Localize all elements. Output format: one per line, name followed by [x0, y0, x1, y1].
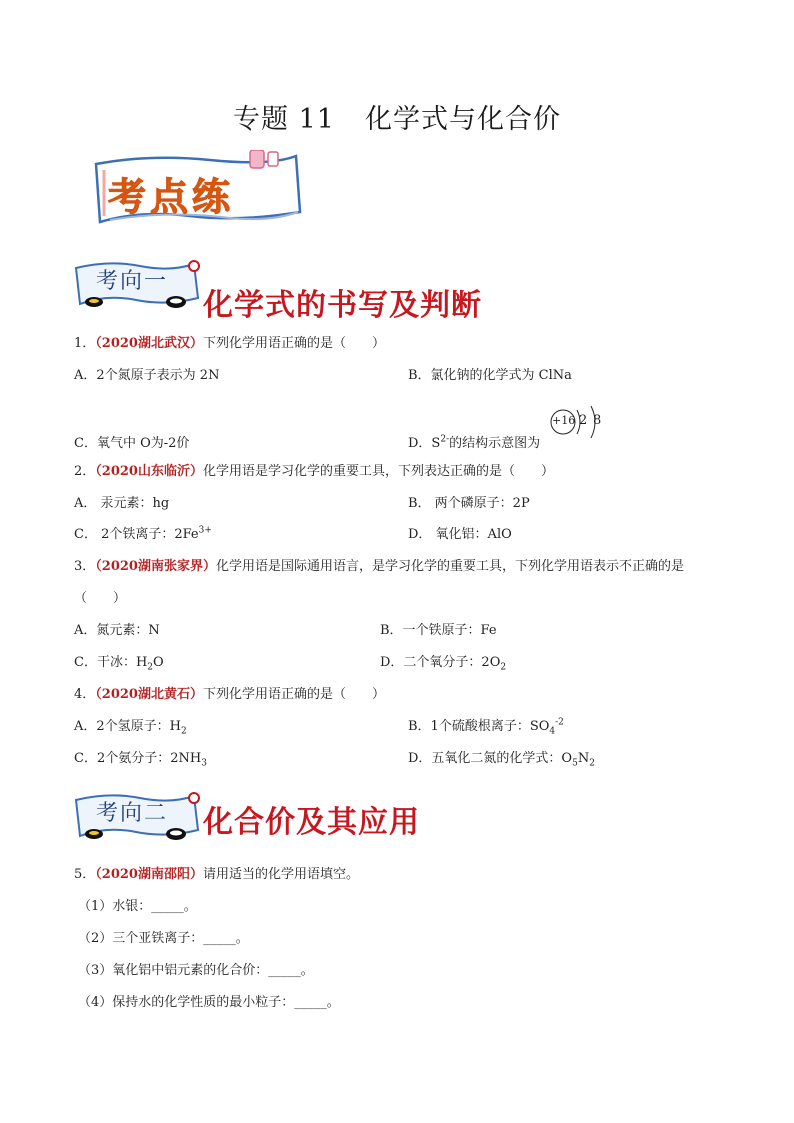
- q4-option-d: D．五氧化二氮的化学式：$O_5N_2$: [408, 751, 595, 769]
- q4-option-b: B．1个硫酸根离子：$SO_4^{-2}$: [408, 717, 564, 737]
- q3-option-c: C．干冰：$H_2O$: [74, 655, 164, 673]
- q1-option-c: C．氧气中 O为-2价: [74, 436, 190, 451]
- shell-2-electrons: 8: [593, 413, 602, 428]
- q5-item-2: （2）三个亚铁离子：_____。: [78, 931, 249, 946]
- section-badge-1: [70, 258, 210, 314]
- question-1-stem: 1．（2020湖北武汉）下列化学用语正确的是（ ）: [74, 336, 385, 351]
- q3-option-a: A．氮元素：N: [74, 623, 160, 638]
- q5-item-3: （3）氧化铝中铝元素的化合价：_____。: [78, 963, 314, 978]
- q2-option-c: C． 2个铁离子：$2Fe^{3+}$: [74, 525, 212, 542]
- question-5-stem: 5．（2020湖南邵阳）请用适当的化学用语填空。: [74, 867, 359, 882]
- section-title-1: 化学式的书写及判断: [203, 288, 482, 323]
- banner-kaodianlian: [90, 150, 310, 228]
- question-2-stem: 2．（2020山东临沂）化学用语是学习化学的重要工具，下列表达正确的是（ ）: [74, 464, 554, 479]
- section-badge-label: 考向一: [96, 269, 169, 294]
- q5-item-4: （4）保持水的化学性质的最小粒子：_____。: [78, 995, 340, 1010]
- atom-structure-diagram: [547, 402, 609, 442]
- q2-option-b: B． 两个磷原子：2P: [408, 496, 530, 511]
- q3-option-b: B．一个铁原子：Fe: [380, 623, 497, 638]
- q2-option-a: A． 汞元素：hg: [74, 496, 170, 511]
- q2-option-d: D． 氧化铝：AlO: [408, 527, 512, 542]
- q4-option-c: C．2个氨分子：$2NH_3$: [74, 751, 207, 769]
- question-4-stem: 4．（2020湖北黄石）下列化学用语正确的是（ ）: [74, 687, 385, 702]
- q4-option-a: A．2个氢原子：$H_2$: [74, 719, 187, 737]
- section-badge-label: 考向二: [96, 801, 169, 826]
- q3-option-d: D．二个氧分子：$2O_2$: [380, 655, 507, 673]
- q1-option-a: A．2个氮原子表示为 2N: [74, 368, 220, 383]
- banner-text: 考点练: [108, 174, 235, 219]
- q3-paren: （ ）: [74, 591, 127, 606]
- page-title: 专题 11 化学式与化合价: [233, 104, 561, 135]
- q1-option-b: B．氯化钠的化学式为 ClNa: [408, 368, 572, 383]
- q5-item-1: （1）水银：_____。: [78, 899, 197, 914]
- shell-1-electrons: 2: [579, 413, 588, 428]
- section-badge-2: [70, 790, 210, 846]
- question-3-stem: 3．（2020湖南张家界）化学用语是国际通用语言，是学习化学的重要工具，下列化学用语表示不正确的是: [74, 559, 684, 574]
- nucleus-charge: +16: [552, 414, 576, 427]
- q1-option-d: D．$S^{2-}$的结构示意图为: [408, 434, 541, 451]
- section-title-2: 化合价及其应用: [203, 805, 420, 840]
